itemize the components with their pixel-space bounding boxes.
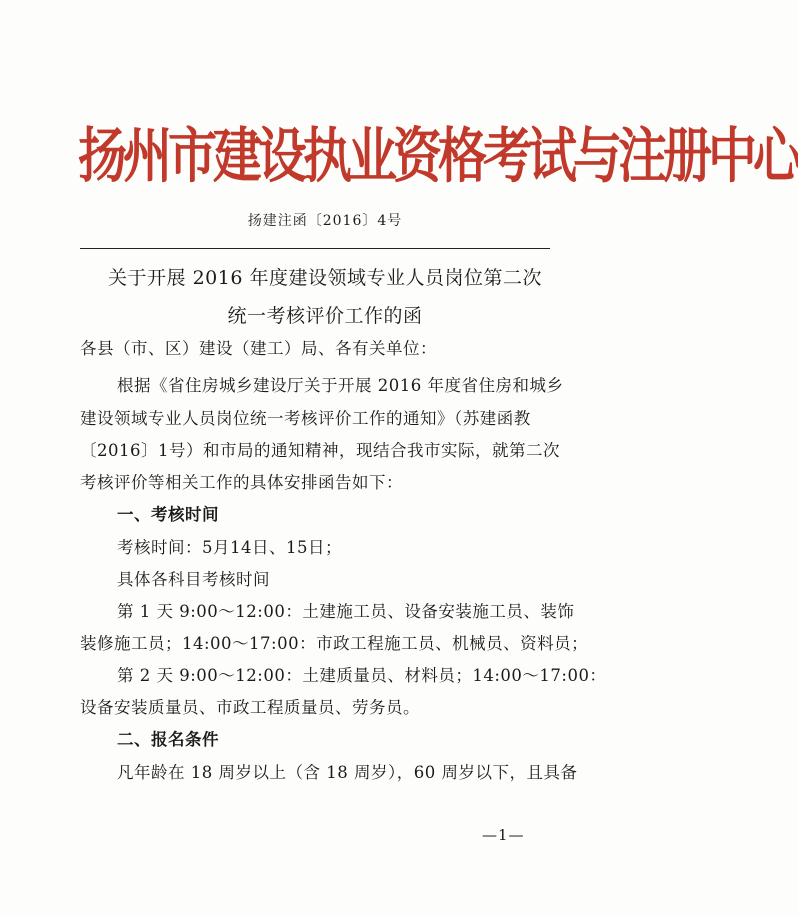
section2-line: 凡年龄在 18 周岁以上（含 18 周岁），60 周岁以下，且具备 [117, 763, 578, 782]
intro-line: 根据《省住房城乡建设厅关于开展 2016 年度省住房和城乡 [117, 376, 564, 395]
letterhead-divider [80, 248, 550, 249]
page-number: —1— [482, 826, 525, 844]
letter-title-line-1: 关于开展 2016 年度建设领域专业人员岗位第二次 [108, 267, 542, 289]
letter-title-line-2: 统一考核评价工作的函 [227, 305, 423, 327]
section1-line: 考核时间：5月14日、15日； [117, 538, 342, 557]
salutation: 各县（市、区）建设（建工）局、各有关单位： [80, 339, 437, 358]
intro-line: 建设领域专业人员岗位统一考核评价工作的通知》（苏建函教 [80, 409, 531, 428]
intro-line: 考核评价等相关工作的具体安排函告如下： [80, 473, 403, 492]
section1-line: 装修施工员；14:00～17:00：市政工程施工员、机械员、资料员； [80, 634, 589, 653]
section-heading-eligibility: 二、报名条件 [117, 730, 219, 749]
organization-letterhead: 扬州市建设执业资格考试与注册中心 [78, 120, 798, 192]
intro-line: 〔2016〕1号）和市局的通知精神，现结合我市实际，就第二次 [80, 441, 560, 460]
section1-line: 具体各科目考核时间 [117, 570, 270, 589]
section1-line: 设备安装质量员、市政工程质量员、劳务员。 [80, 698, 420, 717]
section-heading-exam-time: 一、考核时间 [117, 505, 219, 524]
section1-line: 第 2 天 9:00～12:00：土建质量员、材料员；14:00～17:00： [117, 666, 607, 685]
section1-line: 第 1 天 9:00～12:00：土建施工员、设备安装施工员、装饰 [117, 602, 575, 621]
document-number: 扬建注函〔2016〕4号 [247, 213, 403, 229]
